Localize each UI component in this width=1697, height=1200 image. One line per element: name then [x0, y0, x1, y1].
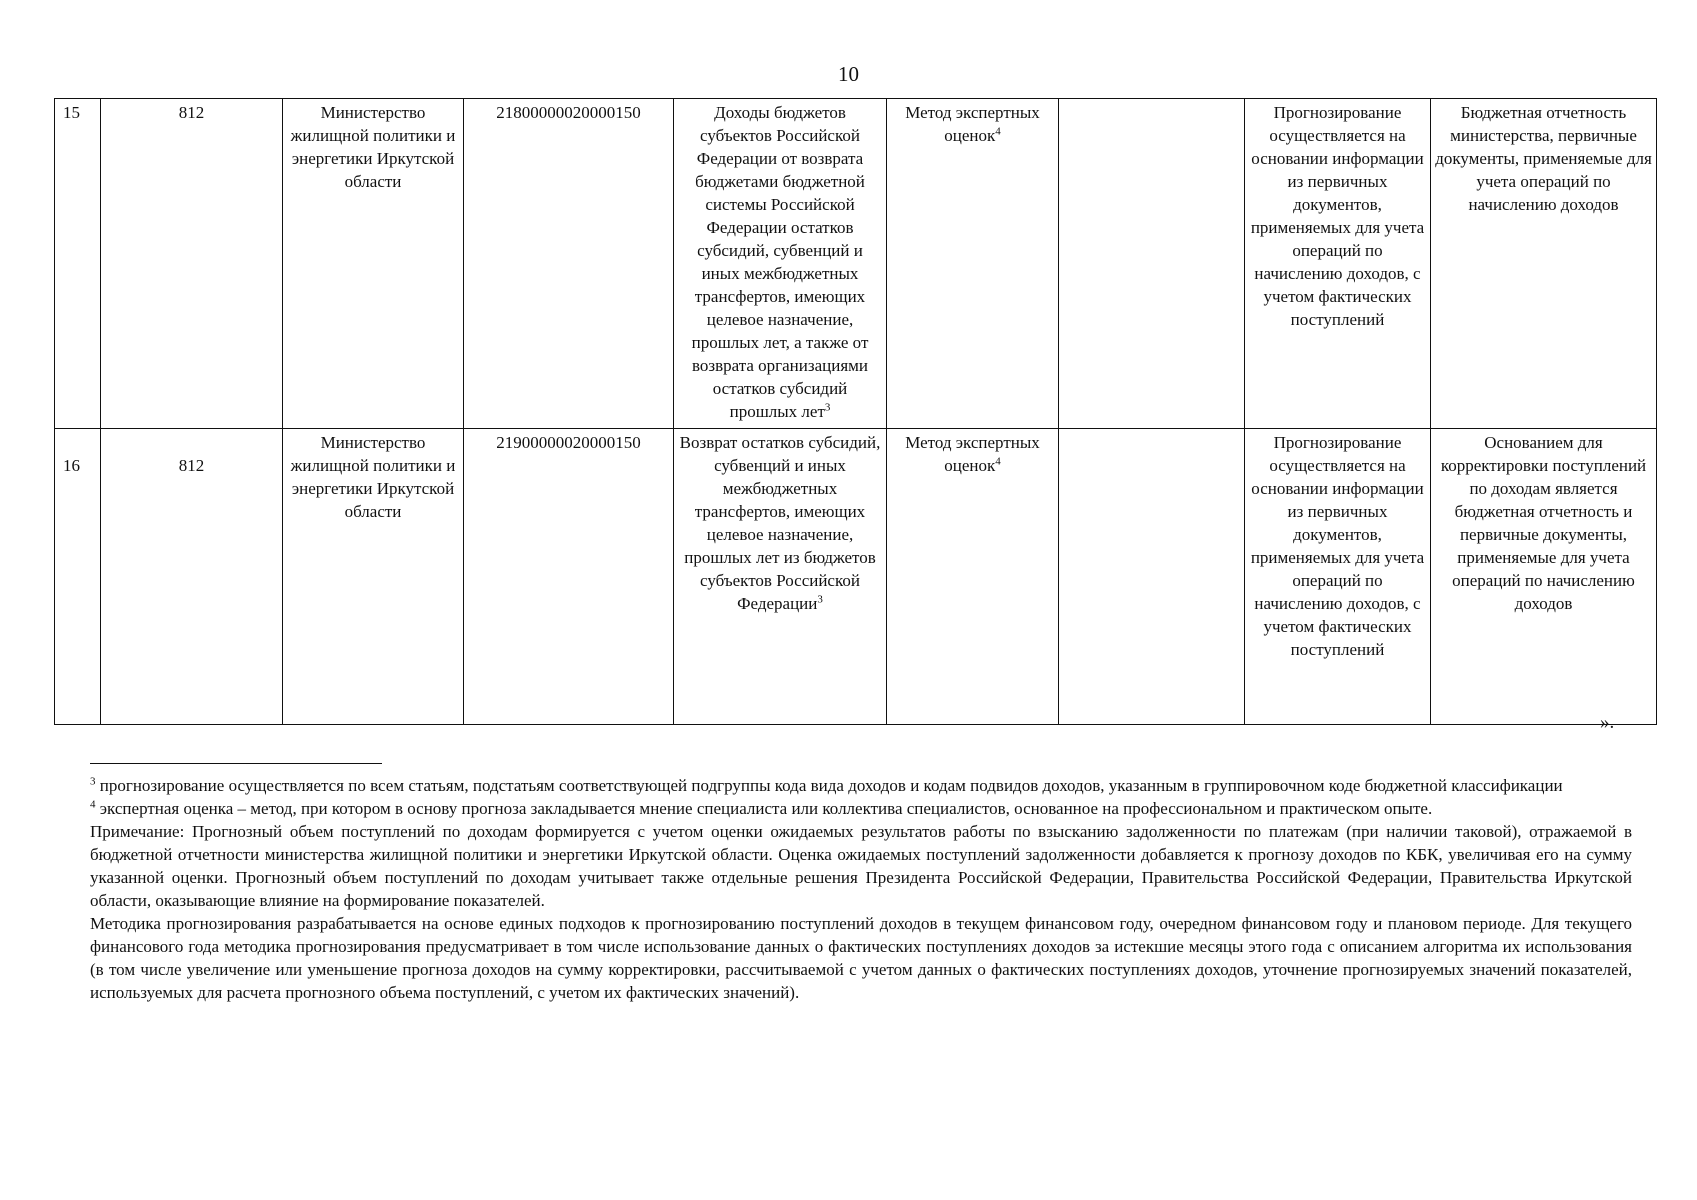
kbk-cell: 21800000020000150	[464, 99, 674, 429]
footnote-ref: 3	[824, 401, 831, 414]
footnotes-block	[90, 774, 1632, 1004]
data-source-cell: Основанием для корректировки поступлений по доходам является бюджетная отчетность и первичные документы, применяемые для учета операций по начислению доходов	[1431, 429, 1657, 725]
footnote-ref: 4	[995, 125, 1001, 138]
revenue-forecast-table	[54, 98, 1657, 725]
formula-cell	[1059, 99, 1245, 429]
revenue-name-cell: Доходы бюджетов субъектов Российской Федерации от возврата бюджетами бюджетной системы Российской Федерации остатков субсидий, субвенций и иных межбюджетных трансфертов, имеющих целевое назначение, прошлых лет, а также от возврата организациями остатков субсидий прошлых лет$^3$	[674, 99, 887, 429]
footnote-4: $^4$ экспертная оценка – метод, при котором в основу прогноза закладывается мнение специалиста или коллектива специалистов, основанное на профессиональном и практическом опыте.	[90, 798, 1433, 818]
method-cell: Метод экспертных оценок$^4$	[887, 99, 1059, 429]
footnote-divider	[90, 763, 382, 764]
footnote-ref: 4	[995, 455, 1001, 468]
page-number: 10	[838, 62, 859, 86]
note-paragraph: Примечание: Прогнозный объем поступлений по доходам формируется с учетом оценки ожидаемых результатов работы по взысканию задолженности по платежам (при наличии таковой), отражаемой в бюджетной отчетности министерства жилищной политики и энергетики Иркутской области. Оценка ожидаемых поступлений задолженности добавляется к прогнозу доходов по КБК, увеличивая его на сумму указанной оценки. Прогнозный объем поступлений по доходам учитывает также отдельные решения Президента Российской Федерации, Правительства Российской Федерации, Правительства Иркутской области, оказывающие влияние на формирование показателей.	[90, 822, 1632, 910]
methodology-paragraph: Методика прогнозирования разрабатывается на основе единых подходов к прогнозированию поступлений доходов в текущем финансовом году, очередном финансовом году и плановом периоде. Для текущего финансового года методика прогнозирования предусматривает в том числе использование данных о фактических поступлениях доходов за истекшие месяцы этого года с описанием алгоритма их использования (в том числе увеличение или уменьшение прогноза доходов на сумму корректировки, рассчитываемой с учетом данных о фактических поступлениях доходов, уточнение прогнозируемых значений показателей, используемых для расчета прогнозного объема поступлений, с учетом их фактических значений).	[90, 914, 1632, 1002]
algorithm-cell: Прогнозирование осуществляется на основании информации из первичных документов, применяемых для учета операций по начислению доходов, с учетом фактических поступлений	[1245, 429, 1431, 725]
kbk-cell: 21900000020000150	[464, 429, 674, 725]
formula-cell	[1059, 429, 1245, 725]
footnote-ref: 3	[817, 593, 823, 606]
table-row	[55, 99, 1657, 429]
row-number-cell: 15	[55, 99, 101, 429]
administrator-cell: Министерство жилищной политики и энергетики Иркутской области	[283, 429, 464, 725]
algorithm-cell: Прогнозирование осуществляется на основании информации из первичных документов, применяемых для учета операций по начислению доходов, с учетом фактических поступлений	[1245, 99, 1431, 429]
table-row	[55, 429, 1657, 725]
administrator-cell: Министерство жилищной политики и энергетики Иркутской области	[283, 99, 464, 429]
closing-quote: ».	[1600, 712, 1615, 733]
admin-code-cell: 812	[101, 99, 283, 429]
admin-code-cell: 812	[101, 429, 283, 725]
revenue-name-cell: Возврат остатков субсидий, субвенций и иных межбюджетных трансфертов, имеющих целевое назначение, прошлых лет из бюджетов субъектов Российской Федерации$^3$	[674, 429, 887, 725]
method-cell: Метод экспертных оценок$^4$	[887, 429, 1059, 725]
footnote-3: $^3$ прогнозирование осуществляется по всем статьям, подстатьям соответствующей подгруппы кода вида доходов и кодам подвидов доходов, указанным в группировочном коде бюджетной классификации	[90, 775, 1563, 795]
data-source-cell: Бюджетная отчетность министерства, первичные документы, применяемые для учета операций по начислению доходов	[1431, 99, 1657, 429]
row-number-cell: 16	[55, 429, 101, 725]
